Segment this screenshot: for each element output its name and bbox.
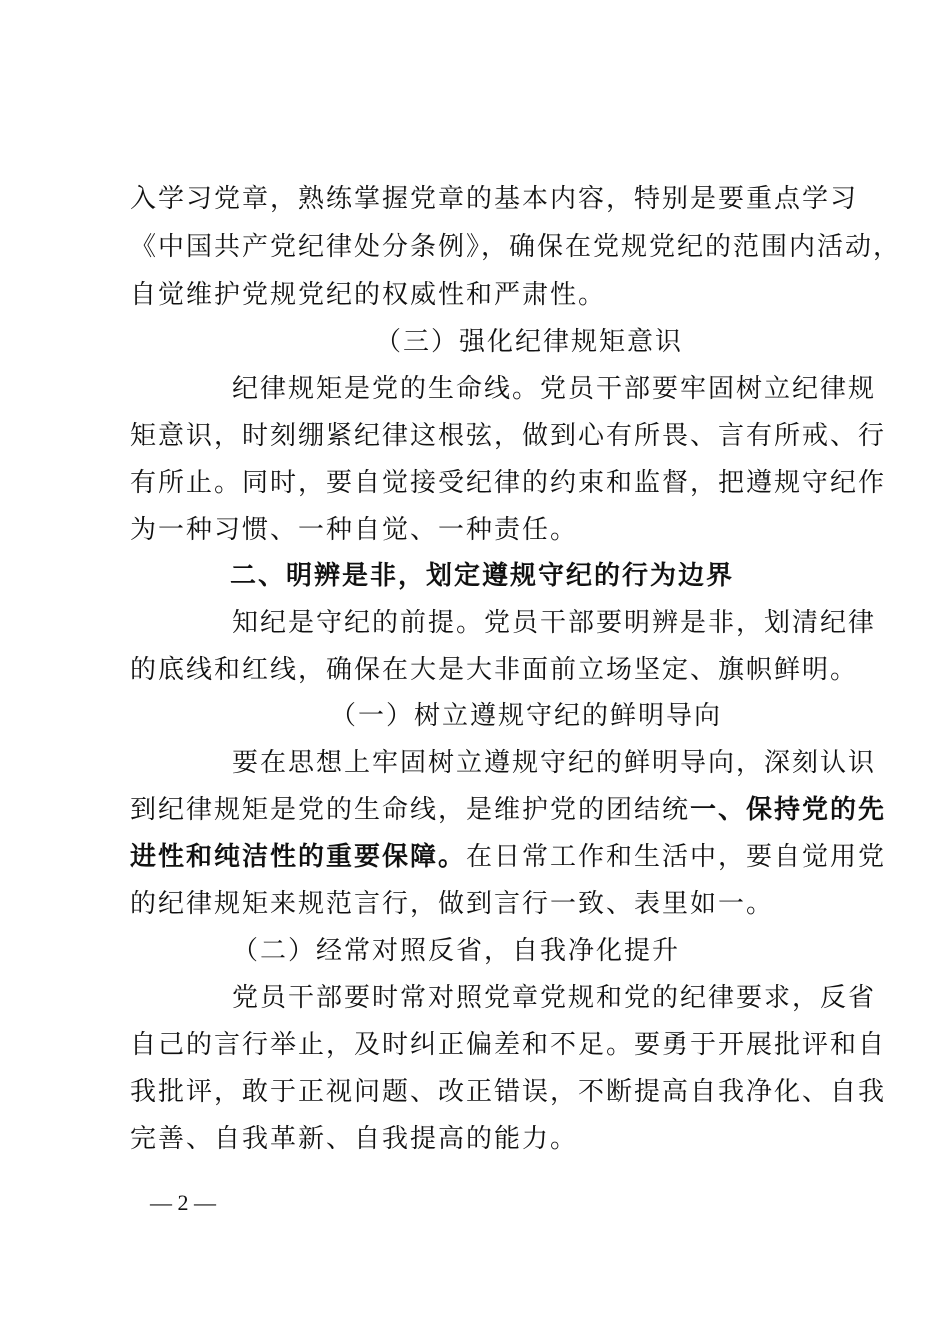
text-run: 在日常工作和生活中，要自觉用党 — [466, 842, 887, 872]
paragraph-line: 矩意识，时刻绷紧纪律这根弦，做到心有所畏、言有所戒、行 — [130, 421, 887, 451]
subsection-heading: （二）经常对照反省，自我净化提升 — [232, 936, 681, 966]
paragraph-line: 的纪律规矩来规范言行，做到言行一致、表里如一。 — [130, 889, 775, 919]
subsection-heading: （一）树立遵规守纪的鲜明导向 — [330, 701, 723, 731]
paragraph-line: 为一种习惯、一种自觉、一种责任。 — [130, 515, 579, 545]
paragraph-line: 的底线和红线，确保在大是大非面前立场坚定、旗帜鲜明。 — [130, 655, 859, 685]
paragraph-line: 自己的言行举止，及时纠正偏差和不足。要勇于开展批评和自 — [130, 1030, 887, 1060]
paragraph-line — [130, 790, 887, 830]
text-run: 到纪律规矩是党的生命线，是维护党的团结统 — [130, 795, 691, 825]
paragraph-line: 纪律规矩是党的生命线。党员干部要牢固树立纪律规 — [232, 374, 877, 404]
paragraph-line: 自觉维护党规党纪的权威性和严肃性。 — [130, 280, 607, 310]
page-number: — 2 — — [150, 1190, 216, 1215]
paragraph-line: 入学习党章，熟练掌握党章的基本内容，特别是要重点学习 — [130, 184, 859, 214]
subsection-heading: （三）强化纪律规矩意识 — [375, 327, 684, 357]
paragraph-line: 党员干部要时常对照党章党规和党的纪律要求，反省 — [232, 983, 877, 1013]
bold-text-run: 进性和纯洁性的重要保障。 — [130, 842, 467, 872]
paragraph-line: 要在思想上牢固树立遵规守纪的鲜明导向，深刻认识 — [232, 748, 877, 778]
paragraph-line: 有所止。同时，要自觉接受纪律的约束和监督，把遵规守纪作 — [130, 468, 887, 498]
paragraph-line — [130, 837, 887, 877]
section-heading: 二、明辨是非，划定遵规守纪的行为边界 — [230, 561, 735, 591]
paragraph-line: 知纪是守纪的前提。党员干部要明辨是非，划清纪律 — [232, 608, 877, 638]
bold-text-run: 一、保持党的先 — [690, 795, 887, 825]
paragraph-line: 完善、自我革新、自我提高的能力。 — [130, 1124, 579, 1154]
paragraph-line: 我批评，敢于正视问题、改正错误，不断提高自我净化、自我 — [130, 1077, 887, 1107]
paragraph-line: 《中国共产党纪律处分条例》，确保在党规党纪的范围内活动， — [130, 232, 902, 262]
